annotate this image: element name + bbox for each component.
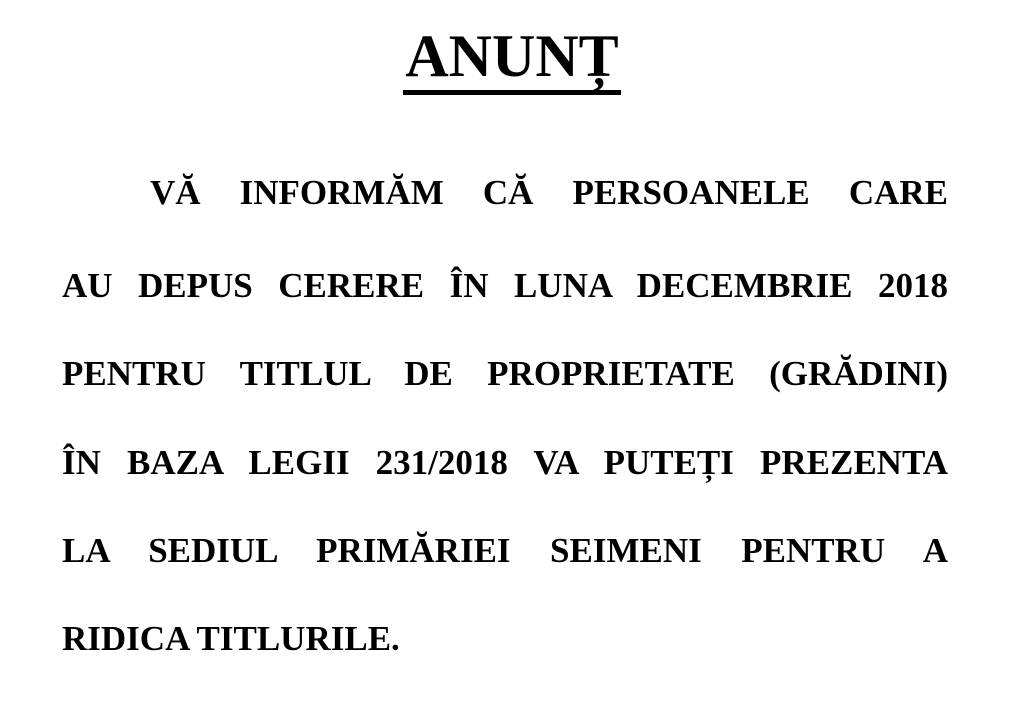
announcement-line-6: RIDICA TITLURILE. — [62, 619, 400, 658]
announcement-line-2: AU DEPUS CERERE ÎN LUNA DECEMBRIE 2018 — [62, 266, 948, 305]
announcement-line-4: ÎN BAZA LEGII 231/2018 VA PUTEȚI PREZENTA — [62, 443, 948, 482]
announcement-title — [0, 20, 1024, 95]
announcement-line-3: PENTRU TITLUL DE PROPRIETATE (GRĂDINI) — [62, 354, 948, 393]
announcement-line-1: VĂ INFORMĂM CĂ PERSOANELE CARE — [150, 173, 948, 212]
announcement-title-text: ANUNȚ — [403, 22, 620, 95]
announcement-line-5: LA SEDIUL PRIMĂRIEI SEIMENI PENTRU A — [62, 531, 948, 570]
